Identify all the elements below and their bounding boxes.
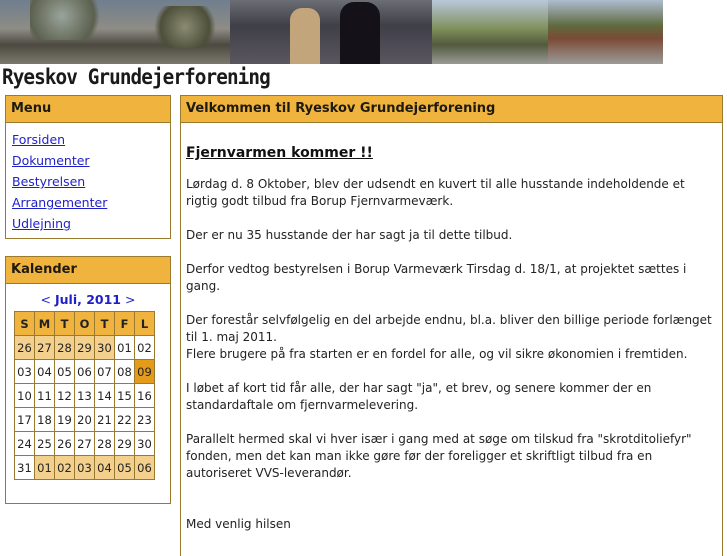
- article-title: Fjernvarmen kommer !!: [186, 145, 373, 161]
- calendar-day: 06: [135, 456, 155, 480]
- calendar-day: 03: [75, 456, 95, 480]
- weekday-row: [15, 312, 155, 336]
- main-content-panel: [180, 95, 723, 556]
- calendar-day: 18: [35, 408, 55, 432]
- calendar-day: 23: [135, 408, 155, 432]
- calendar-day: 10: [15, 384, 35, 408]
- calendar-day: 30: [135, 432, 155, 456]
- menu-item-udlejning: [12, 213, 170, 234]
- costume-children-photo: [230, 0, 432, 64]
- menu-list: [6, 123, 170, 234]
- building-photo: [548, 0, 663, 64]
- calendar-week-row: [15, 456, 155, 480]
- site-title: Ryeskov Grundejerforening: [2, 65, 270, 89]
- menu-link-forsiden[interactable]: Forsiden: [12, 132, 66, 147]
- road-photo: [432, 0, 548, 64]
- menu-link-arrangementer[interactable]: Arrangementer: [12, 195, 108, 210]
- weekday-header: F: [115, 312, 135, 336]
- calendar-day: 24: [15, 432, 35, 456]
- menu-item-bestyrelsen: [12, 171, 170, 192]
- calendar-nav: [6, 292, 170, 308]
- prev-month-link[interactable]: <: [40, 292, 51, 307]
- calendar-day: 15: [115, 384, 135, 408]
- calendar-day: 05: [55, 360, 75, 384]
- weekday-header: S: [15, 312, 35, 336]
- menu-item-arrangementer: [12, 192, 170, 213]
- calendar-day-today: 09: [135, 360, 155, 384]
- calendar-day: 01: [115, 336, 135, 360]
- calendar-day: 05: [115, 456, 135, 480]
- menu-link-bestyrelsen[interactable]: Bestyrelsen: [12, 174, 86, 189]
- calendar-day: 22: [115, 408, 135, 432]
- menu-item-dokumenter: [12, 150, 170, 171]
- calendar-panel: [5, 256, 171, 504]
- calendar-week-row: [15, 336, 155, 360]
- article-paragraph: Parallelt hermed skal vi hver især i gang med at søge om tilskud fra "skrotditoliefyr" fonden, men det kan man ikke gøre før der foreligger et skriftligt tilbud fra en autoriseret VVS-leverandør.: [186, 432, 692, 480]
- calendar-day: 04: [95, 456, 115, 480]
- calendar-week-row: [15, 360, 155, 384]
- article-signoff: Med venlig hilsen: [186, 517, 291, 531]
- menu-heading: Menu: [6, 96, 170, 123]
- calendar-day: 03: [15, 360, 35, 384]
- calendar-day: 04: [35, 360, 55, 384]
- calendar-day: 16: [135, 384, 155, 408]
- calendar-day: 29: [75, 336, 95, 360]
- main-heading: Velkommen til Ryeskov Grundejerforening: [181, 96, 722, 123]
- calendar-month-label: Juli, 2011: [54, 292, 121, 307]
- calendar-week-row: [15, 384, 155, 408]
- calendar-day: 26: [15, 336, 35, 360]
- article-paragraph: I løbet af kort tid får alle, der har sagt "ja", et brev, og senere kommer der en standardaftale om fjernvarmelevering.: [186, 381, 652, 412]
- calendar-day: 28: [55, 336, 75, 360]
- calendar-day: 14: [95, 384, 115, 408]
- weekday-header: L: [135, 312, 155, 336]
- next-month-link[interactable]: >: [124, 292, 136, 307]
- article-paragraph: Lørdag d. 8 Oktober, blev der udsendt en kuvert til alle husstande indeholdende et rigtig godt tilbud fra Borup Fjernvarmeværk.: [186, 177, 685, 208]
- article-paragraph: Der forestår selvfølgelig en del arbejde endnu, bl.a. bliver den billige periode forlænget til 1. maj 2011.: [186, 313, 712, 344]
- calendar-day: 27: [75, 432, 95, 456]
- calendar-day: 19: [55, 408, 75, 432]
- weekday-header: M: [35, 312, 55, 336]
- article-paragraph: Der er nu 35 husstande der har sagt ja til dette tilbud.: [186, 228, 513, 242]
- menu-item-forsiden: [12, 129, 170, 150]
- calendar-day: 06: [75, 360, 95, 384]
- calendar-day: 27: [35, 336, 55, 360]
- calendar-day: 02: [55, 456, 75, 480]
- calendar-day: 01: [35, 456, 55, 480]
- menu-link-dokumenter[interactable]: Dokumenter: [12, 153, 90, 168]
- calendar-day: 20: [75, 408, 95, 432]
- calendar-week-row: [15, 432, 155, 456]
- calendar-day: 31: [15, 456, 35, 480]
- calendar-grid: [14, 311, 155, 480]
- weekday-header: O: [75, 312, 95, 336]
- calendar-day: 12: [55, 384, 75, 408]
- calendar-day: 25: [35, 432, 55, 456]
- calendar-week-row: [15, 408, 155, 432]
- calendar-day: 17: [15, 408, 35, 432]
- calendar-day: 11: [35, 384, 55, 408]
- calendar-day: 21: [95, 408, 115, 432]
- calendar-day: 13: [75, 384, 95, 408]
- article-body: [181, 145, 722, 533]
- menu-panel: [5, 95, 171, 239]
- weekday-header: T: [95, 312, 115, 336]
- menu-link-udlejning[interactable]: Udlejning: [12, 216, 71, 231]
- calendar-day: 02: [135, 336, 155, 360]
- calendar-day: 07: [95, 360, 115, 384]
- article-paragraph: Flere brugere på fra starten er en fordel for alle, og vil sikre økonomien i fremtiden.: [186, 347, 688, 361]
- weekday-header: T: [55, 312, 75, 336]
- calendar-day: 30: [95, 336, 115, 360]
- calendar-day: 29: [115, 432, 135, 456]
- calendar-day: 08: [115, 360, 135, 384]
- calendar-day: 26: [55, 432, 75, 456]
- calendar-heading: Kalender: [6, 257, 170, 284]
- header-photo-banner: [0, 0, 663, 64]
- street-photo: [0, 0, 230, 64]
- calendar-day: 28: [95, 432, 115, 456]
- article-paragraph: Derfor vedtog bestyrelsen i Borup Varmeværk Tirsdag d. 18/1, at projektet sættes i gang.: [186, 262, 687, 293]
